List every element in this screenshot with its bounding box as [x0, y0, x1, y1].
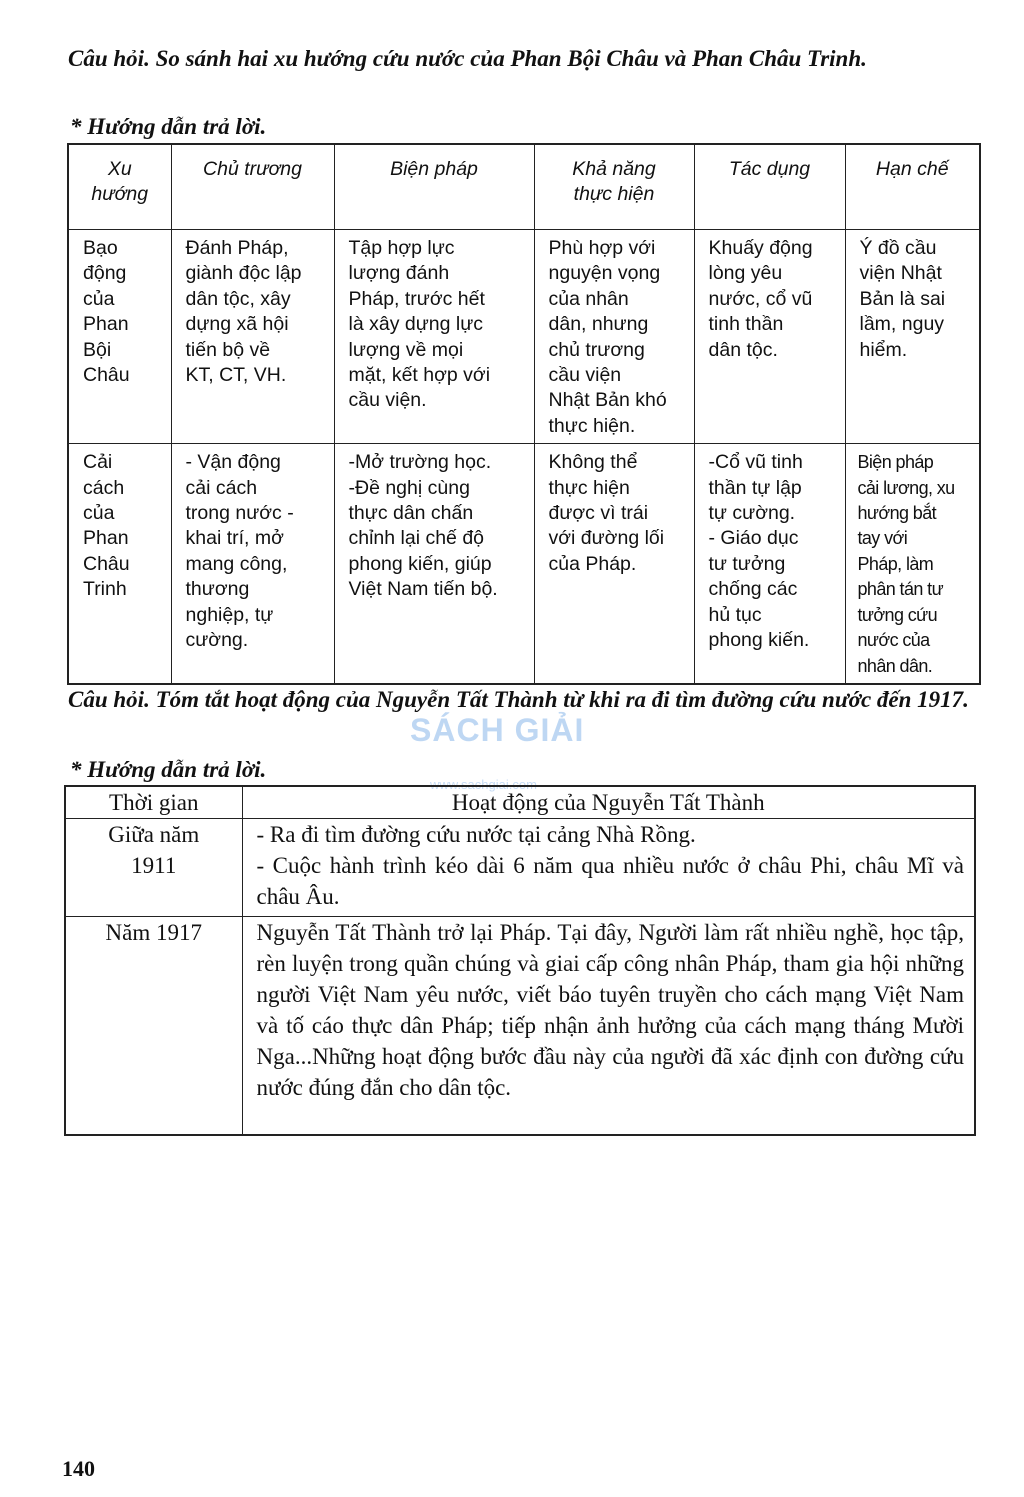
table-cell: -Mở trường học. -Đề nghị cùng thực dân chấn chỉnh lại chế độ phong kiến, giúp Việt Nam tiến bộ.	[334, 444, 534, 684]
table-cell: Không thể thực hiện được vì trái với đường lối của Pháp.	[534, 444, 694, 684]
table-row	[68, 230, 980, 444]
activity-text: - Cuộc hành trình kéo dài 6 năm qua nhiều nước ở châu Phi, châu Mĩ và châu Âu.	[256, 853, 964, 909]
time-text: 1911	[131, 853, 177, 878]
time-text: Năm 1917	[105, 920, 202, 945]
header-measures: Biện pháp	[334, 144, 534, 230]
table-row	[65, 917, 975, 1135]
timeline-table	[64, 785, 976, 1136]
watermark-url: www.sachgiai.com	[430, 777, 537, 792]
table-cell: Phù hợp với nguyện vọng của nhân dân, nhưng chủ trương cầu viện Nhật Bản khó thực hiện.	[534, 230, 694, 444]
activity-cell	[242, 819, 975, 917]
time-text: Giữa năm	[108, 822, 200, 847]
table-cell: -Cổ vũ tinh thần tự lập tự cường. - Giáo dục tư tưởng chống các hủ tục phong kiến.	[694, 444, 845, 684]
table-row	[65, 819, 975, 917]
answer-guide-2: * Hướng dẫn trả lời.	[70, 757, 267, 782]
time-cell	[65, 819, 242, 917]
comparison-table	[67, 143, 981, 685]
table-cell: Tập hợp lực lượng đánh Pháp, trước hết là xây dựng lực lượng về mọi mặt, kết hợp với cầu viện.	[334, 230, 534, 444]
table-header-row	[68, 144, 980, 230]
header-feasibility: Khả năng thực hiện	[534, 144, 694, 230]
activity-text: - Ra đi tìm đường cứu nước tại cảng Nhà Rồng.	[256, 822, 696, 847]
header-limitation: Hạn chế	[845, 144, 980, 230]
activity-cell	[242, 917, 975, 1135]
header-time: Thời gian	[65, 786, 242, 819]
watermark-logo: SÁCH GIẢI	[410, 712, 585, 748]
header-effect: Tác dụng	[694, 144, 845, 230]
table-header-row	[65, 786, 975, 819]
table-cell: Bạo động của Phan Bội Châu	[68, 230, 171, 444]
table-cell: Đánh Pháp, giành độc lập dân tộc, xây dựng xã hội tiến bộ về KT, CT, VH.	[171, 230, 334, 444]
header-activity: Hoạt động của Nguyễn Tất Thành	[242, 786, 975, 819]
table-cell: Khuấy động lòng yêu nước, cổ vũ tinh thần dân tộc.	[694, 230, 845, 444]
answer-guide-1: * Hướng dẫn trả lời.	[70, 114, 267, 139]
table-cell: Ý đồ cầu viện Nhật Bản là sai lầm, nguy hiểm.	[845, 230, 980, 444]
table-cell: Cải cách của Phan Châu Trinh	[68, 444, 171, 684]
header-policy: Chủ trương	[171, 144, 334, 230]
table-cell: Biện pháp cải lương, xu hướng bắt tay với Pháp, làm phân tán tư tưởng cứu nước của nhân dân.	[845, 444, 980, 684]
page-number: 140	[62, 1456, 95, 1481]
table-cell: - Vận động cải cách trong nước - khai trí, mở mang công, thương nghiệp, tự cường.	[171, 444, 334, 684]
header-trend: Xu hướng	[68, 144, 171, 230]
question-2: Câu hỏi. Tóm tắt hoạt động của Nguyễn Tất Thành từ khi ra đi tìm đường cứu nước đến 1917.	[68, 687, 969, 712]
time-cell	[65, 917, 242, 1135]
question-1: Câu hỏi. So sánh hai xu hướng cứu nước của Phan Bội Châu và Phan Châu Trinh.	[68, 46, 867, 71]
table-row	[68, 444, 980, 684]
activity-text: Nguyễn Tất Thành trở lại Pháp. Tại đây, Người làm rất nhiều nghề, học tập, rèn luyện trong quần chúng và giai cấp công nhân Pháp, tham gia hội những người Việt Nam yêu nước, viết báo tuyên truyền cho cách mạng Việt Nam và tố cáo thực dân Pháp; tiếp nhận ảnh hưởng của cách mạng tháng Mười Nga...Những hoạt động bước đầu này của người đã xác định con đường cứu nước đúng đắn cho dân tộc.	[256, 920, 964, 1100]
